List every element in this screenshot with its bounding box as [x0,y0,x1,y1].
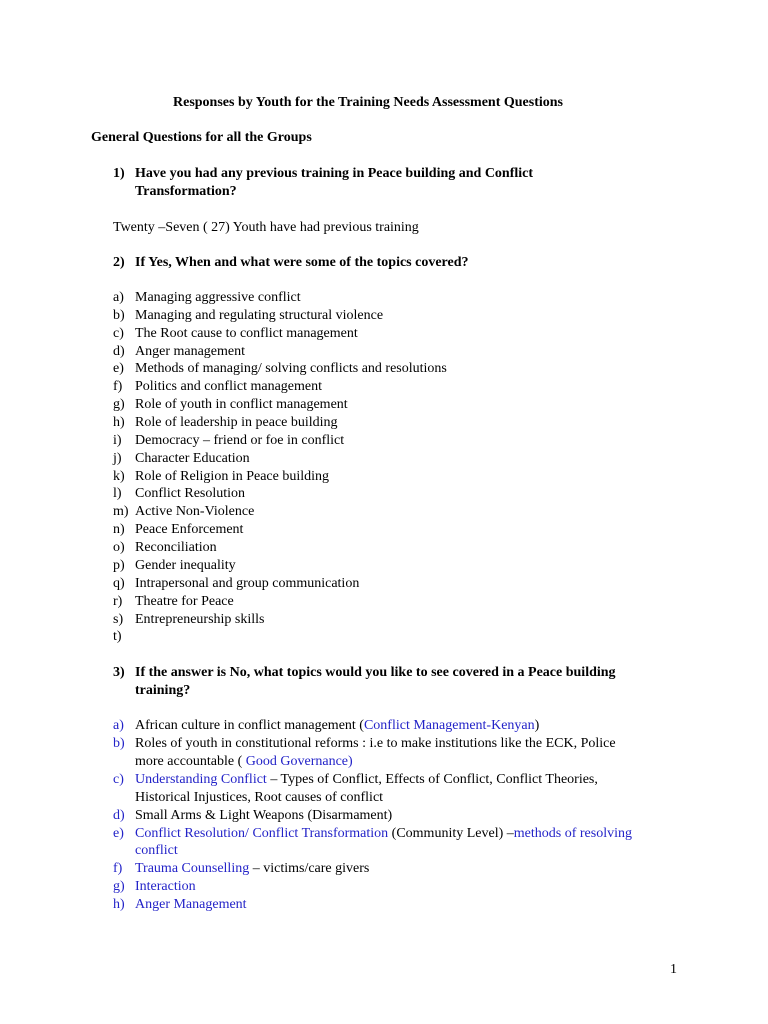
list-item [0,736,768,754]
list-item-letter: p) [113,558,125,573]
list-item-text: Conflict Resolution [135,486,246,501]
list-item-text: Managing aggressive conflict [135,290,301,305]
item-text-segment: (Community Level) – [388,826,514,841]
list-item-text: Democracy – friend or foe in conflict [135,433,345,448]
question-text: If the answer is No, what topics would you like to see covered in a Peace building [135,665,616,680]
list-item [0,612,768,630]
list-item-letter: a) [113,290,124,305]
question-3-continued [0,683,768,701]
item-text-segment: African culture in conflict management ( [135,718,364,733]
page-number: 1 [670,962,677,977]
list-item-text: Small Arms & Light Weapons (Disarmament) [135,808,393,823]
list-item-letter: m) [113,504,129,519]
list-item-text: Gender inequality [135,558,236,573]
document-title: Responses by Youth for the Training Needs Assessment Questions [173,95,563,110]
list-item-letter: b) [113,736,125,751]
list-item-text: Methods of managing/ solving conflicts and resolutions [135,361,447,376]
list-item [0,594,768,612]
list-item-text [135,754,353,770]
list-item [0,326,768,344]
list-item [0,469,768,487]
list-item-text: Role of youth in conflict management [135,397,348,412]
item-text-segment: – victims/care givers [249,861,370,876]
list-item-letter: g) [113,879,125,894]
list-item-letter: q) [113,576,125,591]
question-1-answer: Twenty –Seven ( 27) Youth have had previous training [113,220,419,235]
question-text: Have you had any previous training in Peace building and Conflict [135,166,534,181]
list-item-letter: e) [113,361,124,376]
question-text: training? [135,683,191,698]
list-item [0,308,768,326]
list-item [0,826,768,844]
list-item-text [135,772,598,788]
list-item-text: Roles of youth in constitutional reforms : i.e to make institutions like the ECK, Police [135,736,616,751]
question-text: If Yes, When and what were some of the topics covered? [135,255,469,270]
list-item-text: Anger Management [135,897,247,912]
list-item [0,290,768,308]
question-number: 1) [113,166,125,181]
question-2 [0,255,768,273]
list-item-letter: n) [113,522,125,537]
list-item-letter: t) [113,629,122,644]
question-1 [0,166,768,184]
list-item-text: Anger management [135,344,246,359]
list-item [0,361,768,379]
list-item [0,504,768,522]
list-item [0,540,768,558]
list-item [0,576,768,594]
list-item-letter: h) [113,415,125,430]
list-item-letter: r) [113,594,123,609]
list-item-letter: f) [113,379,123,394]
list-item-letter: c) [113,772,124,787]
list-item-letter: o) [113,540,125,555]
list-item-text: Theatre for Peace [135,594,234,609]
list-item [0,415,768,433]
list-item [0,522,768,540]
list-item-text [135,826,632,842]
list-item [0,451,768,469]
list-item-letter: d) [113,808,125,823]
list-item [0,629,768,647]
highlighted-topic: Trauma Counselling [135,861,250,876]
list-item [0,433,768,451]
question-text: Transformation? [135,184,237,199]
highlighted-topic: Understanding Conflict [135,772,267,787]
list-item-letter: j) [113,451,122,466]
list-item-text: Active Non-Violence [135,504,255,519]
question-number: 3) [113,665,125,680]
list-item-text: Entrepreneurship skills [135,612,265,627]
list-item-letter: k) [113,469,125,484]
list-item-letter: g) [113,397,125,412]
list-item-text: Peace Enforcement [135,522,244,537]
list-item [0,718,768,736]
list-item-continued [0,790,768,808]
list-item-letter: i) [113,433,122,448]
list-item-letter: e) [113,826,124,841]
list-item [0,486,768,504]
list-item-text [135,861,369,877]
list-item-text: Role of Religion in Peace building [135,469,330,484]
question-number: 2) [113,255,125,270]
list-item-text: Role of leadership in peace building [135,415,338,430]
highlighted-topic: Good Governance) [245,754,353,769]
item-text-segment: – Types of Conflict, Effects of Conflict, Conflict Theories, [266,772,598,787]
list-item [0,379,768,397]
item-text-segment: more accountable ( [135,754,246,769]
list-item-letter: s) [113,612,124,627]
list-item-letter: a) [113,718,124,733]
list-item-text: Politics and conflict management [135,379,323,394]
list-item-letter: f) [113,861,123,876]
highlighted-topic: Conflict Management-Kenyan [363,718,535,733]
list-item-letter: c) [113,326,124,341]
list-item [0,344,768,362]
list-item-letter: d) [113,344,125,359]
list-item [0,397,768,415]
list-item-text: Character Education [135,451,250,466]
question-3 [0,665,768,683]
list-item-text: Reconciliation [135,540,217,555]
list-item-text: Managing and regulating structural violence [135,308,384,323]
highlighted-topic: Conflict Resolution/ Conflict Transformation [135,826,389,841]
list-item [0,879,768,897]
list-item-continued [0,754,768,772]
list-item-text: conflict [135,843,178,858]
list-item-letter: b) [113,308,125,323]
section-heading: General Questions for all the Groups [91,130,312,145]
question-1-continued [0,184,768,202]
list-item-text: Historical Injustices, Root causes of conflict [135,790,384,805]
list-item [0,558,768,576]
list-item-letter: h) [113,897,125,912]
list-item [0,808,768,826]
list-item-text: Intrapersonal and group communication [135,576,360,591]
list-item [0,861,768,879]
highlighted-topic: methods of resolving [513,826,632,841]
list-item-text [135,718,539,734]
list-item-letter: l) [113,486,122,501]
item-text-segment: ) [534,718,540,733]
list-item [0,772,768,790]
list-item-text: The Root cause to conflict management [135,326,358,341]
list-item [0,897,768,915]
list-item-text: Interaction [135,879,196,894]
list-item-continued [0,843,768,861]
